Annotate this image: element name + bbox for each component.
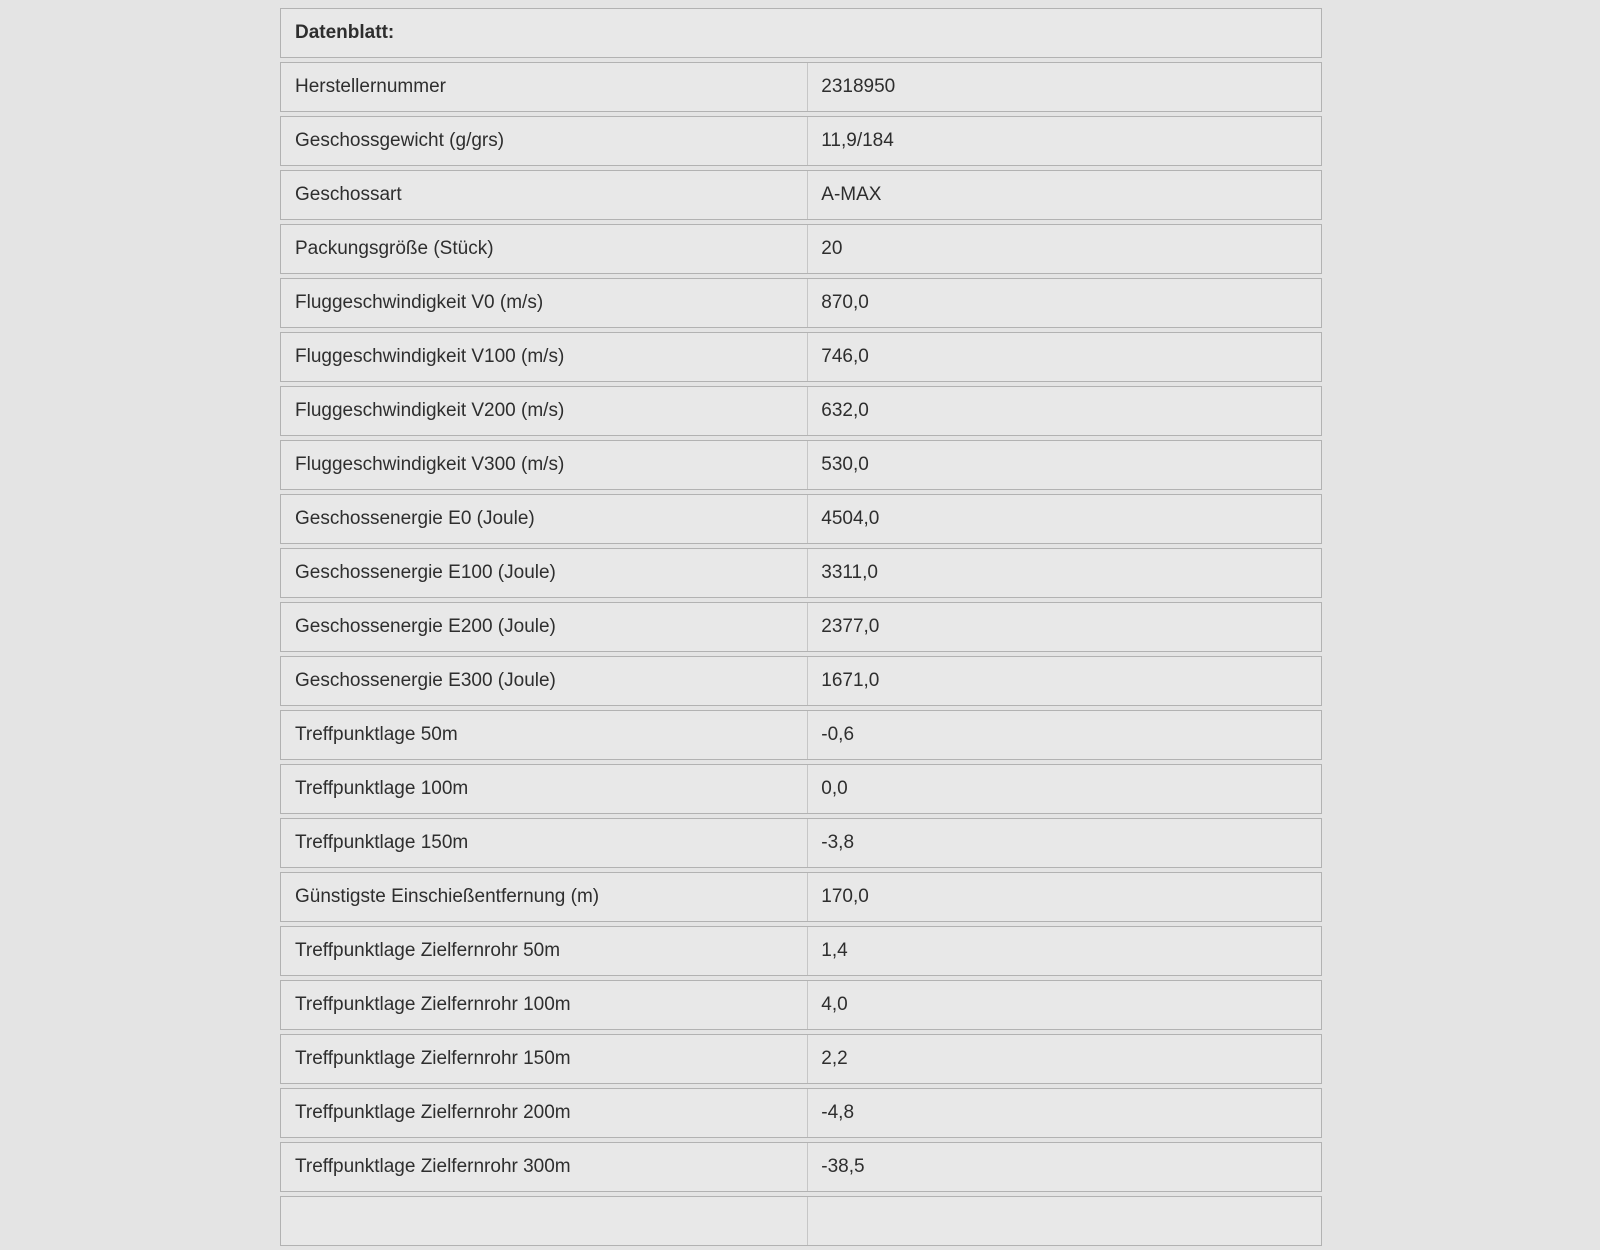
row-label: Geschossenergie E100 (Joule) bbox=[281, 549, 808, 597]
table-row bbox=[280, 62, 1322, 112]
row-label: Fluggeschwindigkeit V300 (m/s) bbox=[281, 441, 808, 489]
row-label: Treffpunktlage Zielfernrohr 200m bbox=[281, 1089, 808, 1137]
table-row bbox=[280, 656, 1322, 706]
table-row bbox=[280, 710, 1322, 760]
table-row bbox=[280, 602, 1322, 652]
row-label: Günstigste Einschießentfernung (m) bbox=[281, 873, 808, 921]
row-value: -3,8 bbox=[821, 832, 855, 853]
row-value: 2377,0 bbox=[821, 616, 880, 637]
row-value: 530,0 bbox=[821, 454, 869, 475]
table-row bbox=[280, 278, 1322, 328]
row-label: Fluggeschwindigkeit V0 (m/s) bbox=[281, 279, 808, 327]
table-row bbox=[280, 926, 1322, 976]
row-label: Fluggeschwindigkeit V200 (m/s) bbox=[281, 387, 808, 435]
table-header bbox=[280, 8, 1322, 58]
table-row bbox=[280, 980, 1322, 1030]
row-value: 3311,0 bbox=[821, 562, 878, 583]
table-row bbox=[280, 764, 1322, 814]
table-row bbox=[280, 116, 1322, 166]
row-label: Treffpunktlage Zielfernrohr 50m bbox=[281, 927, 808, 975]
row-value: 4504,0 bbox=[821, 508, 880, 529]
table-row bbox=[280, 1142, 1322, 1192]
table-row bbox=[280, 494, 1322, 544]
row-label: Treffpunktlage 100m bbox=[281, 765, 808, 813]
table-row bbox=[280, 170, 1322, 220]
table-row bbox=[280, 224, 1322, 274]
row-value: 11,9/184 bbox=[821, 130, 894, 151]
row-value: -4,8 bbox=[821, 1102, 855, 1123]
table-row bbox=[280, 872, 1322, 922]
row-label: Packungsgröße (Stück) bbox=[281, 225, 808, 273]
table-row bbox=[280, 332, 1322, 382]
table-title: Datenblatt: bbox=[295, 22, 395, 43]
row-label: Treffpunktlage 50m bbox=[281, 711, 808, 759]
row-value: -0,6 bbox=[821, 724, 855, 745]
row-label: Treffpunktlage Zielfernrohr 150m bbox=[281, 1035, 808, 1083]
row-label: Geschossgewicht (g/grs) bbox=[281, 117, 808, 165]
row-value: 632,0 bbox=[821, 400, 869, 421]
row-value: 2,2 bbox=[821, 1048, 848, 1069]
table-row bbox=[280, 1034, 1322, 1084]
row-label: Geschossenergie E0 (Joule) bbox=[281, 495, 808, 543]
row-value bbox=[808, 1197, 1321, 1245]
row-value: 870,0 bbox=[821, 292, 869, 313]
row-value: 170,0 bbox=[821, 886, 869, 907]
table-row bbox=[280, 818, 1322, 868]
row-label: Herstellernummer bbox=[281, 63, 808, 111]
row-label: Fluggeschwindigkeit V100 (m/s) bbox=[281, 333, 808, 381]
row-label: Geschossenergie E200 (Joule) bbox=[281, 603, 808, 651]
row-value: 2318950 bbox=[821, 76, 896, 97]
row-value: A-MAX bbox=[821, 184, 882, 205]
row-value: 4,0 bbox=[821, 994, 848, 1015]
row-label: Geschossenergie E300 (Joule) bbox=[281, 657, 808, 705]
table-row bbox=[280, 386, 1322, 436]
row-value: -38,5 bbox=[821, 1156, 865, 1177]
row-label bbox=[281, 1197, 808, 1245]
table-row bbox=[280, 548, 1322, 598]
row-value: 20 bbox=[821, 238, 843, 259]
row-label: Treffpunktlage Zielfernrohr 100m bbox=[281, 981, 808, 1029]
table-row bbox=[280, 1088, 1322, 1138]
datasheet-table-body bbox=[280, 62, 1322, 1192]
row-label: Treffpunktlage Zielfernrohr 300m bbox=[281, 1143, 808, 1191]
row-value: 746,0 bbox=[821, 346, 869, 367]
table-row-partial bbox=[280, 1196, 1322, 1246]
datasheet-table bbox=[280, 8, 1322, 1250]
row-label: Geschossart bbox=[281, 171, 808, 219]
row-value: 1,4 bbox=[821, 940, 848, 961]
row-value: 1671,0 bbox=[821, 670, 880, 691]
row-value: 0,0 bbox=[821, 778, 848, 799]
row-label: Treffpunktlage 150m bbox=[281, 819, 808, 867]
table-row bbox=[280, 440, 1322, 490]
